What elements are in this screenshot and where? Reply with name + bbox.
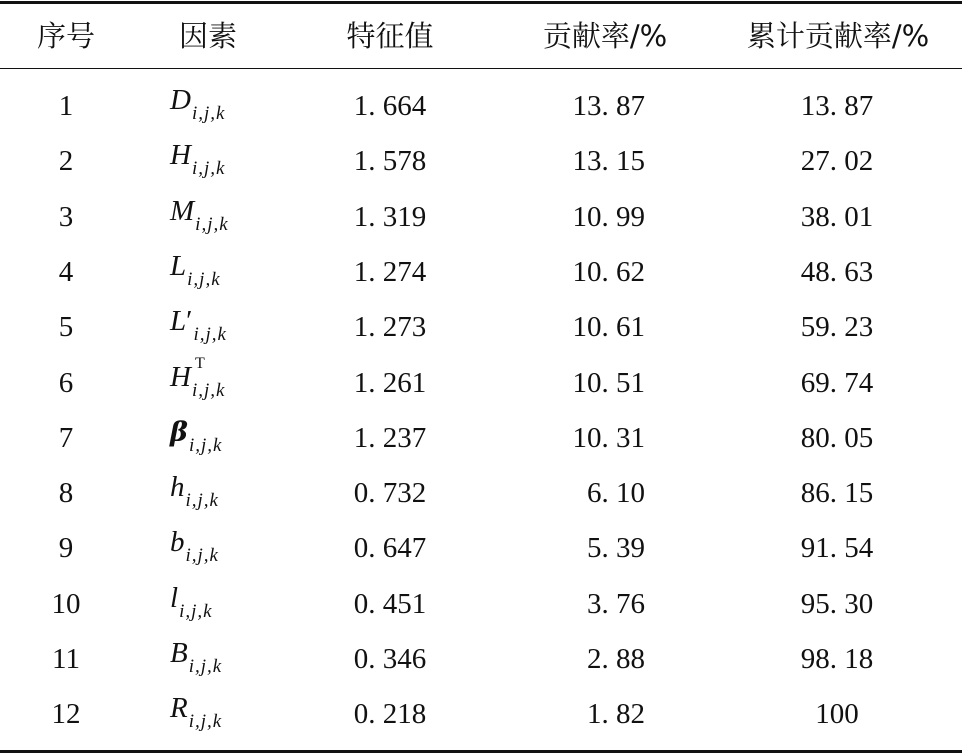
table-bottom-rule — [0, 750, 962, 753]
cell-contribution: 5. 39 — [587, 532, 645, 565]
table-row — [0, 410, 962, 465]
header-factor: 因素 — [178, 19, 238, 53]
cell-contribution: 13. 87 — [572, 90, 645, 122]
cell-eigenvalue: 1. 261 — [353, 366, 427, 399]
cell-eigenvalue: 1. 273 — [353, 311, 427, 344]
cell-cumulative: 100 — [815, 698, 859, 731]
cell-factor — [170, 692, 223, 733]
cell-eigenvalue: 1. 664 — [353, 90, 427, 122]
header-index: 序号 — [36, 19, 96, 53]
cell-contribution: 13. 15 — [572, 145, 645, 178]
cell-cumulative: 38. 01 — [800, 200, 874, 233]
factor-subscript: i,j,k — [195, 213, 229, 235]
cell-factor — [170, 354, 226, 401]
cell-contribution: 6. 10 — [587, 477, 645, 510]
header-cumulative: 累计贡献率/% — [746, 19, 930, 53]
table-row — [0, 576, 962, 631]
cell-eigenvalue: 1. 274 — [353, 255, 427, 288]
header-eigenvalue: 特征值 — [346, 19, 434, 53]
cell-factor — [170, 84, 226, 124]
cell-index: 6 — [58, 366, 74, 399]
cell-factor — [170, 471, 219, 512]
cell-index: 8 — [58, 477, 74, 510]
table-row — [0, 244, 962, 299]
cell-index: 3 — [58, 200, 74, 233]
factor-symbol: H — [170, 360, 191, 393]
cell-cumulative: 86. 15 — [800, 477, 874, 510]
cell-cumulative: 80. 05 — [800, 421, 874, 454]
cell-cumulative: 91. 54 — [800, 532, 874, 565]
cell-factor — [170, 526, 219, 567]
cell-index: 10 — [51, 587, 81, 620]
table-row — [0, 631, 962, 686]
cell-contribution: 10. 62 — [572, 255, 645, 288]
cell-cumulative: 13. 87 — [800, 90, 874, 122]
table-row — [0, 686, 962, 741]
table-header-rule — [0, 68, 962, 69]
factor-symbol: D — [170, 84, 191, 116]
cell-factor — [170, 139, 226, 180]
cell-index: 1 — [58, 90, 74, 122]
factor-symbol: L — [170, 305, 187, 338]
cell-contribution: 10. 99 — [572, 200, 645, 233]
table-row — [0, 355, 962, 410]
cell-factor — [170, 305, 227, 346]
factor-symbol: M — [170, 194, 195, 227]
cell-factor — [170, 637, 223, 677]
table-row — [0, 189, 962, 244]
cell-contribution: 3. 76 — [587, 587, 645, 620]
cell-index: 7 — [58, 421, 74, 454]
cell-cumulative: 98. 18 — [800, 643, 874, 675]
cell-eigenvalue: 0. 732 — [353, 477, 427, 510]
table-row — [0, 78, 962, 133]
factor-subscript: i,j,k — [187, 268, 221, 290]
factor-subscript: i,j,k — [188, 656, 223, 677]
factor-subscript: i,j,k — [191, 103, 226, 124]
cell-cumulative: 95. 30 — [800, 587, 874, 620]
cell-cumulative: 48. 63 — [800, 255, 874, 288]
factor-symbol: b — [170, 526, 185, 559]
cell-cumulative: 59. 23 — [800, 311, 874, 344]
factor-subscript: i,j,k — [185, 545, 219, 567]
table-header — [0, 4, 962, 68]
cell-contribution: 10. 31 — [572, 421, 645, 454]
cell-factor — [170, 581, 213, 622]
factor-symbol: H — [170, 139, 191, 172]
cell-contribution: 10. 61 — [572, 311, 645, 344]
cell-eigenvalue: 0. 218 — [353, 698, 427, 731]
cell-factor — [170, 249, 221, 290]
cell-index: 11 — [52, 643, 80, 675]
factor-subscript: i,j,k — [185, 490, 219, 512]
factor-symbol: L — [170, 249, 187, 282]
cell-index: 2 — [58, 145, 74, 178]
cell-index: 12 — [51, 698, 81, 731]
factor-superscript: T — [195, 354, 205, 372]
factor-subscript: i,j,k — [191, 379, 226, 401]
cell-index: 4 — [58, 255, 74, 288]
factor-subscript: i,j,k — [188, 711, 223, 733]
cell-factor — [170, 416, 223, 456]
cell-eigenvalue: 1. 237 — [353, 421, 427, 454]
cell-contribution: 1. 82 — [587, 698, 645, 731]
cell-factor — [170, 194, 229, 235]
cell-contribution: 10. 51 — [572, 366, 645, 399]
factor-subscript: i,j,k — [188, 434, 223, 456]
factor-symbol: R — [170, 692, 188, 725]
cell-eigenvalue: 0. 647 — [353, 532, 427, 565]
factor-subscript: i,j,k — [179, 600, 213, 622]
factor-prime: ′ — [186, 305, 193, 338]
cell-eigenvalue: 1. 319 — [353, 200, 427, 233]
factor-symbol: h — [170, 471, 185, 504]
cell-contribution: 2. 88 — [587, 643, 645, 675]
table-row — [0, 299, 962, 354]
cell-eigenvalue: 0. 451 — [353, 587, 427, 620]
cell-index: 9 — [58, 532, 74, 565]
cell-cumulative: 69. 74 — [800, 366, 874, 399]
factor-symbol: B — [170, 637, 188, 669]
factor-subscript: i,j,k — [191, 158, 226, 180]
cell-eigenvalue: 0. 346 — [353, 643, 427, 675]
header-contribution: 贡献率/% — [542, 19, 668, 53]
cell-index: 5 — [58, 311, 74, 344]
factor-symbol: l — [170, 581, 179, 614]
factor-symbol: β — [170, 416, 188, 448]
cell-eigenvalue: 1. 578 — [353, 145, 427, 178]
factor-subscript: i,j,k — [193, 324, 227, 346]
table-row — [0, 520, 962, 575]
table-row — [0, 465, 962, 520]
table-row — [0, 133, 962, 188]
cell-cumulative: 27. 02 — [800, 145, 874, 178]
